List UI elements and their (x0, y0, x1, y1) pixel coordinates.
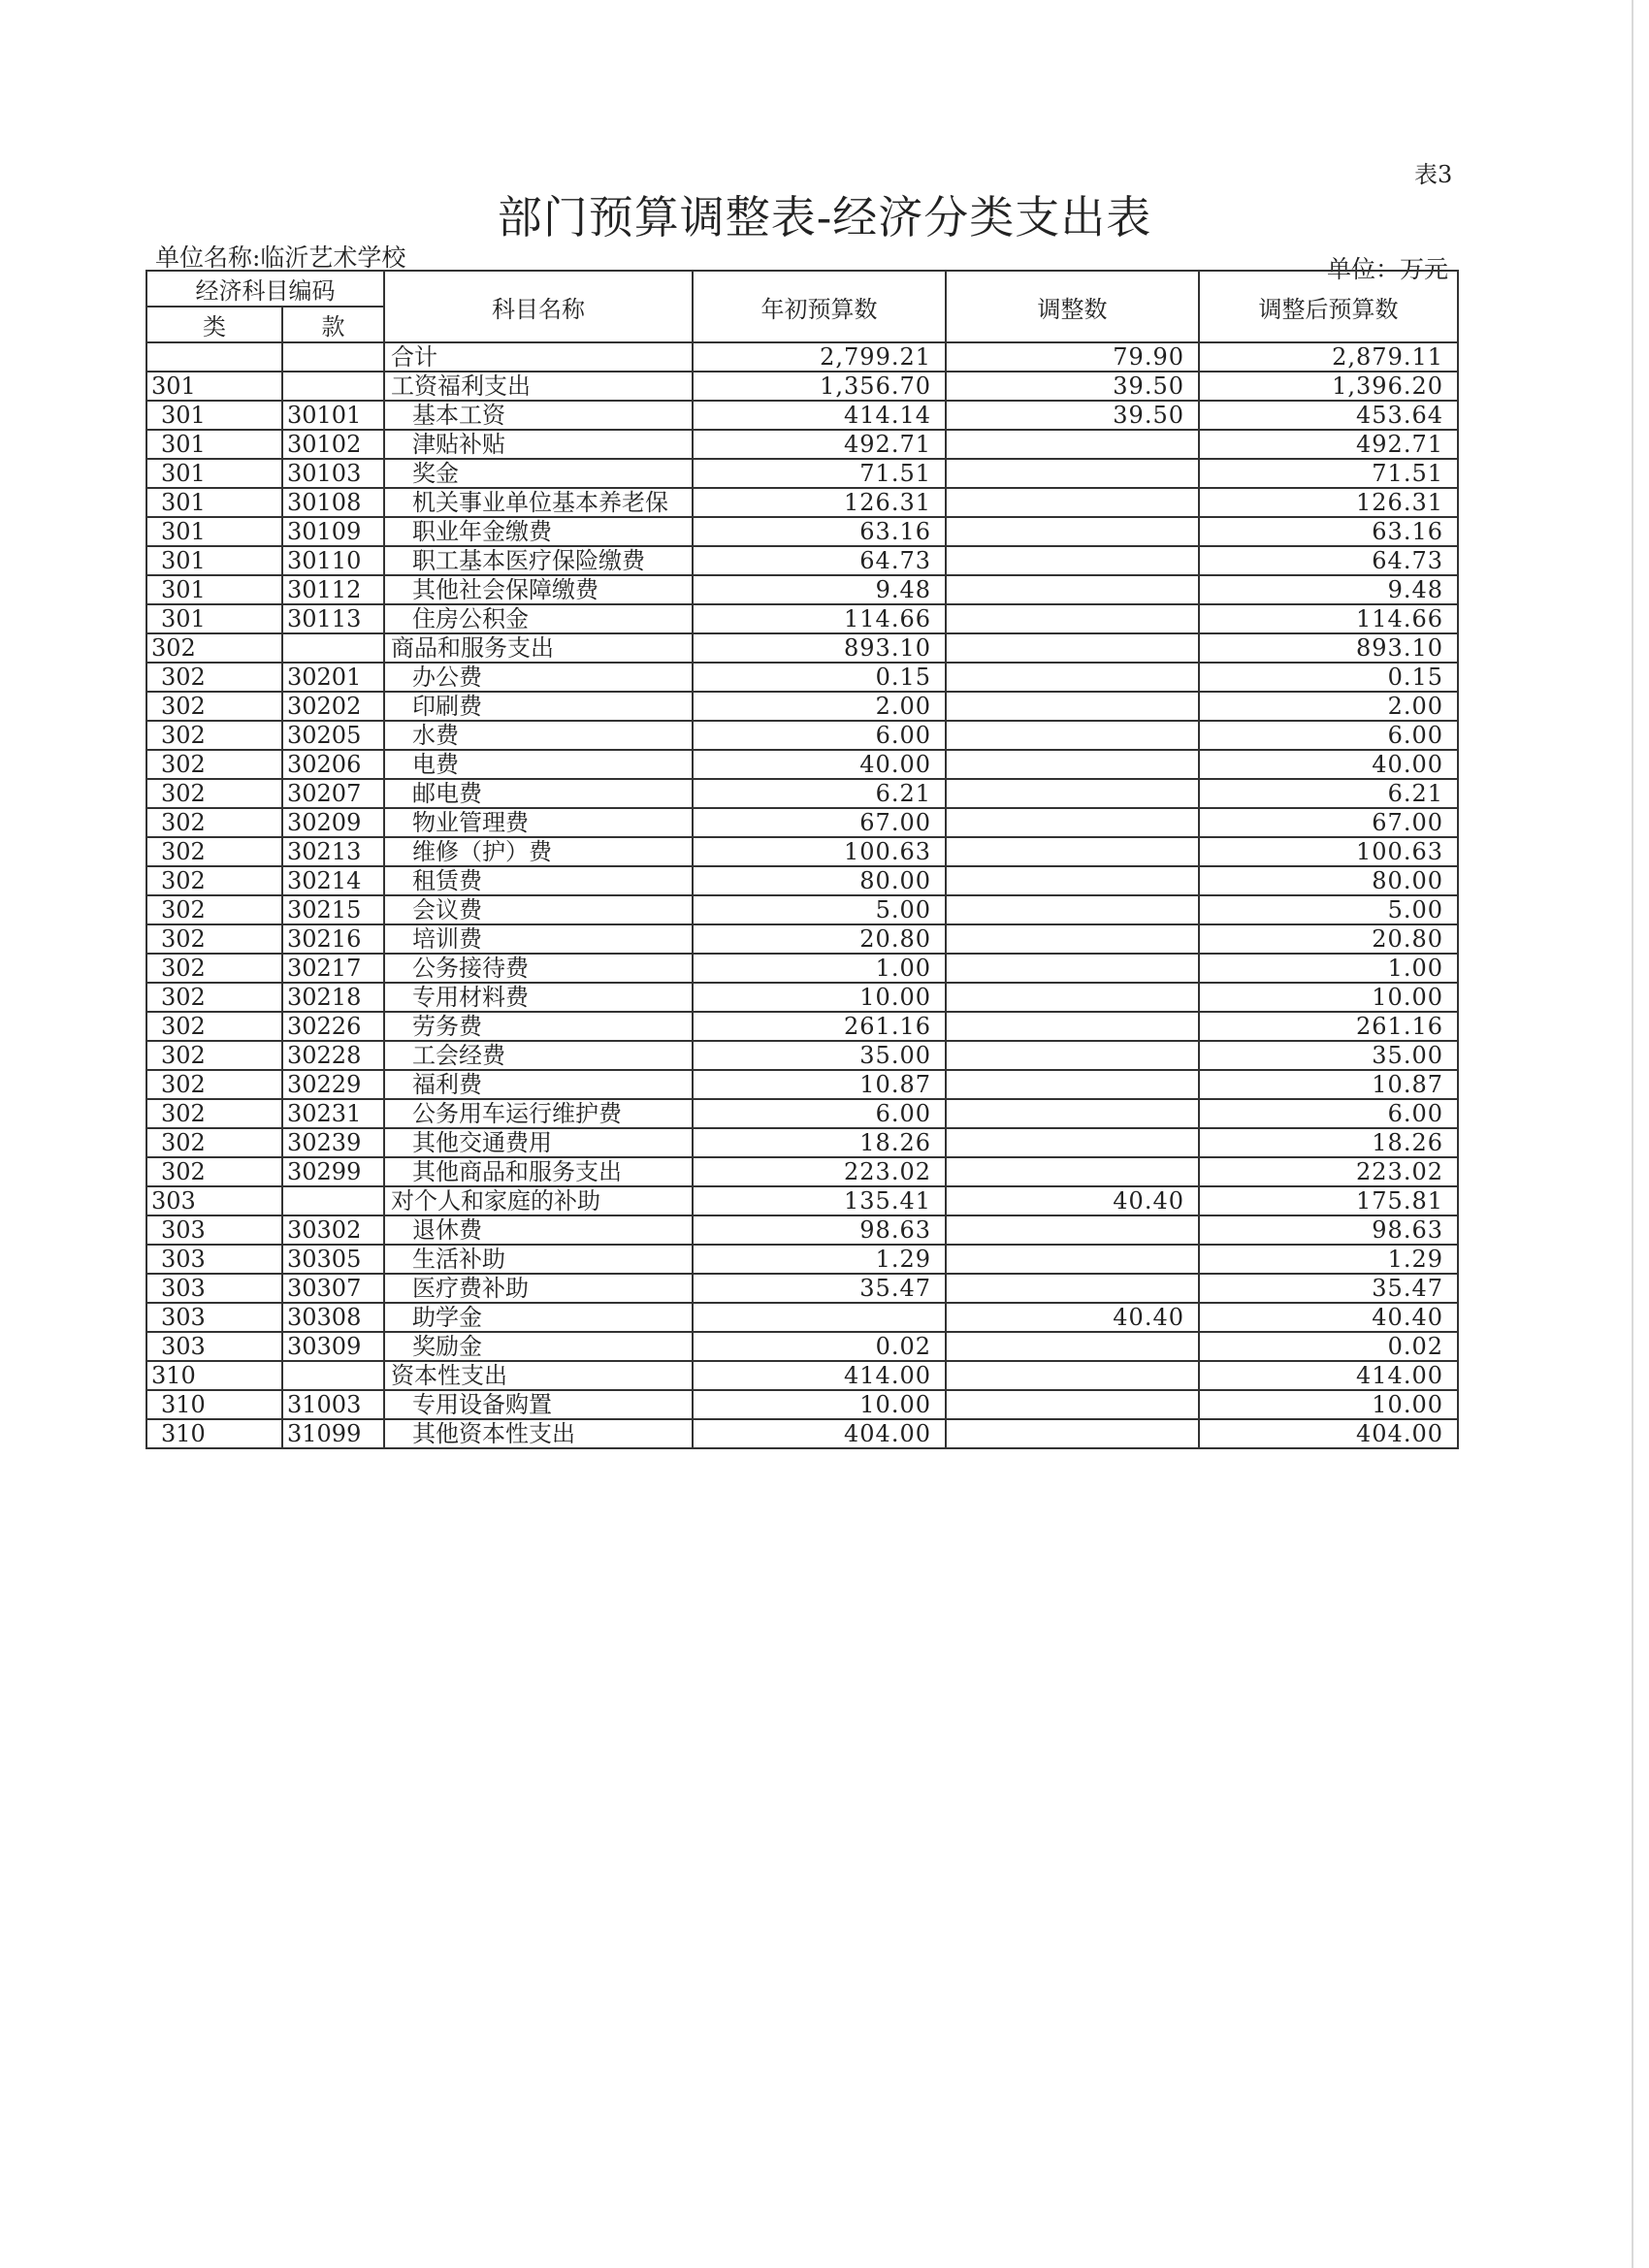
cell-lei: 302 (146, 750, 282, 779)
cell-initial: 414.14 (693, 401, 946, 430)
cell-name: 工资福利支出 (384, 372, 693, 401)
cell-kuan: 30209 (282, 808, 384, 837)
cell-kuan: 30226 (282, 1012, 384, 1041)
cell-initial: 0.15 (693, 663, 946, 692)
table-row (146, 866, 1458, 895)
cell-initial: 9.48 (693, 575, 946, 604)
cell-adjustment: 40.40 (946, 1186, 1199, 1215)
cell-kuan: 30207 (282, 779, 384, 808)
cell-kuan: 30216 (282, 924, 384, 954)
cell-lei: 301 (146, 517, 282, 546)
cell-adjustment (946, 1390, 1199, 1419)
cell-adjusted: 2,879.11 (1199, 342, 1458, 372)
cell-initial: 114.66 (693, 604, 946, 633)
cell-kuan: 30218 (282, 983, 384, 1012)
cell-adjusted: 6.21 (1199, 779, 1458, 808)
cell-initial: 71.51 (693, 459, 946, 488)
cell-initial: 6.21 (693, 779, 946, 808)
cell-lei: 302 (146, 721, 282, 750)
header-lei: 类 (146, 307, 282, 342)
cell-name: 物业管理费 (384, 808, 693, 837)
cell-initial: 40.00 (693, 750, 946, 779)
cell-lei: 303 (146, 1186, 282, 1215)
cell-adjustment (946, 1099, 1199, 1128)
cell-lei: 301 (146, 372, 282, 401)
table-row (146, 721, 1458, 750)
cell-adjustment (946, 750, 1199, 779)
cell-adjustment (946, 692, 1199, 721)
cell-adjustment (946, 1332, 1199, 1361)
cell-kuan: 30109 (282, 517, 384, 546)
cell-kuan (282, 342, 384, 372)
cell-name: 办公费 (384, 663, 693, 692)
table-row (146, 1157, 1458, 1186)
cell-adjusted: 80.00 (1199, 866, 1458, 895)
cell-lei: 302 (146, 895, 282, 924)
table-row (146, 1274, 1458, 1303)
cell-kuan (282, 1186, 384, 1215)
cell-adjustment (946, 866, 1199, 895)
cell-kuan: 30217 (282, 954, 384, 983)
cell-lei: 302 (146, 1157, 282, 1186)
table-row (146, 808, 1458, 837)
cell-lei: 302 (146, 954, 282, 983)
cell-lei: 301 (146, 488, 282, 517)
cell-name: 培训费 (384, 924, 693, 954)
cell-adjustment (946, 663, 1199, 692)
cell-adjusted: 5.00 (1199, 895, 1458, 924)
cell-initial: 223.02 (693, 1157, 946, 1186)
cell-adjustment (946, 633, 1199, 663)
cell-adjusted: 414.00 (1199, 1361, 1458, 1390)
cell-kuan: 30229 (282, 1070, 384, 1099)
cell-name: 基本工资 (384, 401, 693, 430)
table-row (146, 372, 1458, 401)
cell-name: 邮电费 (384, 779, 693, 808)
cell-name: 其他社会保障缴费 (384, 575, 693, 604)
cell-name: 资本性支出 (384, 1361, 693, 1390)
table-row (146, 954, 1458, 983)
cell-adjustment (946, 517, 1199, 546)
cell-adjusted: 71.51 (1199, 459, 1458, 488)
cell-adjusted: 261.16 (1199, 1012, 1458, 1041)
cell-name: 公务用车运行维护费 (384, 1099, 693, 1128)
cell-adjustment (946, 1070, 1199, 1099)
cell-initial: 261.16 (693, 1012, 946, 1041)
cell-adjusted: 10.00 (1199, 983, 1458, 1012)
cell-name: 奖励金 (384, 1332, 693, 1361)
cell-name: 维修（护）费 (384, 837, 693, 866)
table-row (146, 488, 1458, 517)
cell-name: 专用材料费 (384, 983, 693, 1012)
cell-adjustment (946, 575, 1199, 604)
cell-lei: 301 (146, 546, 282, 575)
header-kuan: 款 (282, 307, 384, 342)
cell-adjusted: 63.16 (1199, 517, 1458, 546)
cell-lei: 303 (146, 1245, 282, 1274)
cell-lei: 302 (146, 1099, 282, 1128)
cell-initial: 67.00 (693, 808, 946, 837)
cell-adjusted: 126.31 (1199, 488, 1458, 517)
table-row (146, 1041, 1458, 1070)
cell-name: 住房公积金 (384, 604, 693, 633)
cell-name: 职业年金缴费 (384, 517, 693, 546)
cell-initial: 10.87 (693, 1070, 946, 1099)
cell-name: 商品和服务支出 (384, 633, 693, 663)
cell-initial: 1.29 (693, 1245, 946, 1274)
cell-kuan: 30110 (282, 546, 384, 575)
cell-initial: 6.00 (693, 1099, 946, 1128)
cell-kuan (282, 1361, 384, 1390)
table-row (146, 575, 1458, 604)
cell-kuan: 30309 (282, 1332, 384, 1361)
cell-kuan: 30202 (282, 692, 384, 721)
cell-name: 工会经费 (384, 1041, 693, 1070)
cell-lei (146, 342, 282, 372)
cell-adjusted: 114.66 (1199, 604, 1458, 633)
cell-lei: 310 (146, 1361, 282, 1390)
cell-adjustment (946, 546, 1199, 575)
cell-kuan: 30113 (282, 604, 384, 633)
cell-adjusted: 1,396.20 (1199, 372, 1458, 401)
table-row (146, 1419, 1458, 1448)
cell-lei: 302 (146, 924, 282, 954)
cell-adjusted: 64.73 (1199, 546, 1458, 575)
cell-name: 会议费 (384, 895, 693, 924)
table-row (146, 1215, 1458, 1245)
cell-initial: 35.47 (693, 1274, 946, 1303)
cell-name: 助学金 (384, 1303, 693, 1332)
cell-name: 福利费 (384, 1070, 693, 1099)
table-row (146, 779, 1458, 808)
cell-initial: 893.10 (693, 633, 946, 663)
table-row (146, 1361, 1458, 1390)
cell-name: 电费 (384, 750, 693, 779)
table-row (146, 459, 1458, 488)
cell-adjusted: 1.29 (1199, 1245, 1458, 1274)
cell-adjustment (946, 1128, 1199, 1157)
cell-lei: 302 (146, 1041, 282, 1070)
cell-initial: 64.73 (693, 546, 946, 575)
cell-kuan: 30206 (282, 750, 384, 779)
cell-adjustment (946, 1012, 1199, 1041)
cell-adjustment (946, 1041, 1199, 1070)
cell-adjusted: 404.00 (1199, 1419, 1458, 1448)
cell-name: 水费 (384, 721, 693, 750)
cell-initial: 80.00 (693, 866, 946, 895)
cell-kuan: 30215 (282, 895, 384, 924)
cell-kuan: 30228 (282, 1041, 384, 1070)
cell-lei: 303 (146, 1332, 282, 1361)
cell-adjustment (946, 924, 1199, 954)
table-row (146, 1099, 1458, 1128)
cell-initial: 6.00 (693, 721, 946, 750)
cell-lei: 302 (146, 663, 282, 692)
page-title: 部门预算调整表-经济分类支出表 (497, 191, 1152, 243)
cell-adjustment (946, 895, 1199, 924)
cell-adjustment (946, 1157, 1199, 1186)
cell-adjustment (946, 954, 1199, 983)
cell-lei: 303 (146, 1303, 282, 1332)
cell-initial: 35.00 (693, 1041, 946, 1070)
cell-initial: 18.26 (693, 1128, 946, 1157)
table-row (146, 983, 1458, 1012)
cell-adjusted: 893.10 (1199, 633, 1458, 663)
table-row (146, 837, 1458, 866)
cell-name: 印刷费 (384, 692, 693, 721)
cell-lei: 303 (146, 1274, 282, 1303)
cell-lei: 301 (146, 401, 282, 430)
cell-kuan: 30231 (282, 1099, 384, 1128)
table-row (146, 663, 1458, 692)
cell-name: 生活补助 (384, 1245, 693, 1274)
header-adjustment: 调整数 (946, 271, 1199, 342)
cell-initial: 135.41 (693, 1186, 946, 1215)
table-row (146, 1390, 1458, 1419)
cell-lei: 310 (146, 1390, 282, 1419)
cell-kuan: 30101 (282, 401, 384, 430)
cell-name: 专用设备购置 (384, 1390, 693, 1419)
cell-adjustment (946, 459, 1199, 488)
cell-adjustment (946, 779, 1199, 808)
cell-initial: 63.16 (693, 517, 946, 546)
cell-initial: 492.71 (693, 430, 946, 459)
cell-adjusted: 10.87 (1199, 1070, 1458, 1099)
cell-lei: 301 (146, 604, 282, 633)
table-row (146, 750, 1458, 779)
cell-adjusted: 40.00 (1199, 750, 1458, 779)
cell-adjustment (946, 721, 1199, 750)
table-row (146, 1186, 1458, 1215)
cell-kuan: 30299 (282, 1157, 384, 1186)
cell-kuan: 30214 (282, 866, 384, 895)
cell-adjustment: 39.50 (946, 401, 1199, 430)
cell-lei: 301 (146, 459, 282, 488)
cell-lei: 302 (146, 837, 282, 866)
cell-name: 其他资本性支出 (384, 1419, 693, 1448)
cell-initial: 2,799.21 (693, 342, 946, 372)
table-row (146, 1070, 1458, 1099)
cell-initial: 98.63 (693, 1215, 946, 1245)
cell-adjusted: 9.48 (1199, 575, 1458, 604)
cell-adjusted: 223.02 (1199, 1157, 1458, 1186)
cell-lei: 301 (146, 430, 282, 459)
cell-adjusted: 98.63 (1199, 1215, 1458, 1245)
cell-name: 职工基本医疗保险缴费 (384, 546, 693, 575)
currency-unit: 单位：万元 (1327, 255, 1449, 283)
cell-kuan: 31003 (282, 1390, 384, 1419)
cell-adjusted: 492.71 (1199, 430, 1458, 459)
cell-adjustment (946, 488, 1199, 517)
cell-name: 机关事业单位基本养老保 (384, 488, 693, 517)
cell-initial: 100.63 (693, 837, 946, 866)
cell-adjustment (946, 983, 1199, 1012)
table-row (146, 517, 1458, 546)
cell-initial (693, 1303, 946, 1332)
cell-kuan: 30307 (282, 1274, 384, 1303)
table-header (146, 271, 1458, 342)
table-row (146, 1332, 1458, 1361)
cell-adjusted: 0.15 (1199, 663, 1458, 692)
table-row (146, 1303, 1458, 1332)
cell-name: 其他商品和服务支出 (384, 1157, 693, 1186)
cell-adjusted: 6.00 (1199, 721, 1458, 750)
table-row (146, 401, 1458, 430)
cell-adjusted: 20.80 (1199, 924, 1458, 954)
cell-lei: 302 (146, 1128, 282, 1157)
table-row (146, 546, 1458, 575)
table-body (146, 342, 1458, 1448)
cell-adjusted: 453.64 (1199, 401, 1458, 430)
table-row (146, 1245, 1458, 1274)
cell-initial: 1,356.70 (693, 372, 946, 401)
cell-kuan: 30103 (282, 459, 384, 488)
cell-kuan: 30305 (282, 1245, 384, 1274)
cell-kuan: 30205 (282, 721, 384, 750)
cell-lei: 302 (146, 779, 282, 808)
unit-name: 单位名称:临沂艺术学校 (155, 243, 406, 272)
cell-name: 公务接待费 (384, 954, 693, 983)
cell-adjusted: 40.40 (1199, 1303, 1458, 1332)
cell-kuan (282, 372, 384, 401)
cell-adjusted: 67.00 (1199, 808, 1458, 837)
cell-lei: 302 (146, 866, 282, 895)
cell-name: 对个人和家庭的补助 (384, 1186, 693, 1215)
cell-name: 租赁费 (384, 866, 693, 895)
cell-adjusted: 1.00 (1199, 954, 1458, 983)
cell-adjustment (946, 604, 1199, 633)
table-row (146, 1128, 1458, 1157)
cell-adjustment: 39.50 (946, 372, 1199, 401)
cell-kuan: 30239 (282, 1128, 384, 1157)
cell-kuan: 30201 (282, 663, 384, 692)
header-adjusted: 调整后预算数 (1199, 271, 1458, 342)
cell-adjustment: 79.90 (946, 342, 1199, 372)
cell-name: 其他交通费用 (384, 1128, 693, 1157)
cell-kuan: 30102 (282, 430, 384, 459)
cell-adjustment (946, 1245, 1199, 1274)
cell-kuan (282, 633, 384, 663)
cell-initial: 5.00 (693, 895, 946, 924)
cell-adjusted: 0.02 (1199, 1332, 1458, 1361)
cell-adjustment (946, 1215, 1199, 1245)
cell-kuan: 30112 (282, 575, 384, 604)
cell-adjusted: 2.00 (1199, 692, 1458, 721)
cell-kuan: 30108 (282, 488, 384, 517)
table-row (146, 633, 1458, 663)
cell-kuan: 30302 (282, 1215, 384, 1245)
cell-name: 合计 (384, 342, 693, 372)
cell-kuan: 30308 (282, 1303, 384, 1332)
cell-initial: 1.00 (693, 954, 946, 983)
table-row (146, 1012, 1458, 1041)
cell-adjustment (946, 1419, 1199, 1448)
cell-adjustment (946, 808, 1199, 837)
cell-name: 津贴补贴 (384, 430, 693, 459)
cell-lei: 302 (146, 983, 282, 1012)
cell-name: 奖金 (384, 459, 693, 488)
cell-initial: 20.80 (693, 924, 946, 954)
table-number: 表3 (1414, 161, 1453, 188)
cell-adjustment (946, 1361, 1199, 1390)
cell-adjustment: 40.40 (946, 1303, 1199, 1332)
cell-lei: 302 (146, 633, 282, 663)
header-initial: 年初预算数 (693, 271, 946, 342)
table-row (146, 895, 1458, 924)
cell-initial: 10.00 (693, 983, 946, 1012)
cell-name: 退休费 (384, 1215, 693, 1245)
cell-kuan: 30213 (282, 837, 384, 866)
cell-lei: 303 (146, 1215, 282, 1245)
cell-lei: 302 (146, 692, 282, 721)
cell-adjustment (946, 430, 1199, 459)
cell-initial: 2.00 (693, 692, 946, 721)
budget-table (146, 270, 1459, 1449)
cell-lei: 302 (146, 1070, 282, 1099)
cell-initial: 414.00 (693, 1361, 946, 1390)
table-row (146, 692, 1458, 721)
cell-initial: 126.31 (693, 488, 946, 517)
cell-kuan: 31099 (282, 1419, 384, 1448)
cell-adjusted: 6.00 (1199, 1099, 1458, 1128)
cell-adjusted: 10.00 (1199, 1390, 1458, 1419)
cell-adjusted: 35.47 (1199, 1274, 1458, 1303)
cell-name: 医疗费补助 (384, 1274, 693, 1303)
table-row (146, 924, 1458, 954)
cell-lei: 301 (146, 575, 282, 604)
cell-name: 劳务费 (384, 1012, 693, 1041)
header-name: 科目名称 (384, 271, 693, 342)
cell-lei: 310 (146, 1419, 282, 1448)
cell-adjusted: 100.63 (1199, 837, 1458, 866)
table-row (146, 430, 1458, 459)
cell-initial: 0.02 (693, 1332, 946, 1361)
scan-edge (1632, 0, 1633, 2268)
cell-adjusted: 35.00 (1199, 1041, 1458, 1070)
cell-adjusted: 18.26 (1199, 1128, 1458, 1157)
header-code-group: 经济科目编码 (146, 271, 384, 307)
cell-initial: 10.00 (693, 1390, 946, 1419)
table-row (146, 342, 1458, 372)
cell-adjusted: 175.81 (1199, 1186, 1458, 1215)
table-row (146, 604, 1458, 633)
cell-lei: 302 (146, 808, 282, 837)
cell-adjustment (946, 837, 1199, 866)
cell-adjustment (946, 1274, 1199, 1303)
cell-lei: 302 (146, 1012, 282, 1041)
cell-initial: 404.00 (693, 1419, 946, 1448)
